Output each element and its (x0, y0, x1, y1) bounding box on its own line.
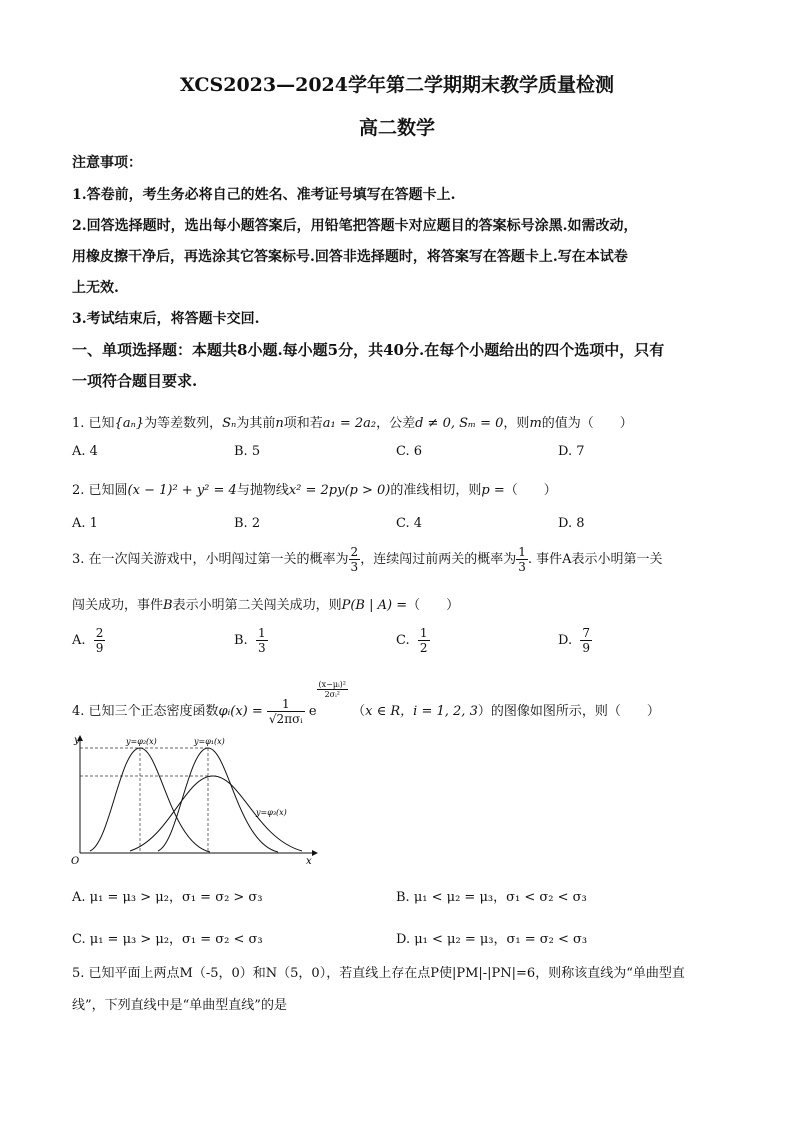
notice-item-3: 3.考试结束后，将答题卡交回. (72, 311, 260, 327)
q4-option-c: C. μ₁ = μ₃ > μ₂，σ₁ = σ₂ < σ₃ (72, 932, 263, 947)
x-axis-label: x (306, 856, 312, 865)
q1-option-c: C. 6 (396, 444, 423, 459)
section1-line2: 一项符合题目要求. (72, 372, 198, 390)
curve-phi2 (90, 748, 210, 852)
y-axis-label: y (74, 735, 80, 746)
q3-option-a: A. $\frac{2}{9}$ (72, 626, 104, 655)
notice-item-2-line3: 上无效. (72, 280, 119, 296)
curve-phi1-label: y=φ₁(x) (194, 737, 225, 746)
question-5-line1: 5. 已知平面上两点M（-5，0）和N（5，0），若直线上存在点P使|PM|-|PN|=6，则称该直线为“单曲型直 (72, 966, 685, 981)
x-axis-arrow (312, 850, 318, 856)
question-3-line2: 闯关成功，事件B表示小明第二关闯关成功，则P(B | A) =（ ） (72, 598, 460, 613)
question-5-line2: 线”，下列直线中是“单曲型直线”的是 (72, 998, 287, 1013)
q4-option-a: A. μ₁ = μ₃ > μ₂，σ₁ = σ₂ > σ₃ (72, 890, 263, 905)
notice-heading: 注意事项： (72, 155, 142, 171)
exam-title: XCS2023—2024学年第二学期期末教学质量检测 (179, 74, 614, 96)
q2-option-c: C. 4 (396, 516, 423, 531)
question-2: 2. 已知圆(x − 1)² + y² = 4与抛物线x² = 2py(p > 0)的准线相切，则p =（ ） (72, 483, 557, 498)
notice-item-2-line1: 2.回答选择题时，选出每小题答案后，用铅笔把答题卡对应题目的答案标号涂黑.如需改动， (72, 218, 638, 234)
q4-option-b: B. μ₁ < μ₂ = μ₃，σ₁ < σ₂ < σ₃ (396, 890, 587, 905)
q3-option-b: B. $\frac{1}{3}$ (234, 626, 266, 655)
q1-option-b: B. 5 (234, 444, 261, 459)
curve-phi1 (158, 748, 278, 852)
exam-subtitle: 高二数学 (358, 117, 435, 139)
q2-option-b: B. 2 (234, 516, 261, 531)
normal-density-figure (70, 733, 320, 865)
question-1: 1. 已知{aₙ}为等差数列，Sₙ为其前n项和若a₁ = 2a₂，公差d ≠ 0, Sₘ = 0，则m的值为（ ） (72, 416, 633, 431)
q3-option-c: C. $\frac{1}{2}$ (396, 626, 428, 655)
curve-phi3-label: y=φ₃(x) (256, 808, 287, 817)
q3-option-d: D. $\frac{7}{9}$ (558, 626, 590, 655)
q1-option-d: D. 7 (558, 444, 585, 459)
curve-phi2-label: y=φ₂(x) (126, 737, 157, 746)
q2-option-d: D. 8 (558, 516, 585, 531)
notice-item-1: 1.答卷前，考生务必将自己的姓名、准考证号填写在答题卡上. (72, 187, 456, 203)
origin-label: O (71, 856, 80, 865)
q2-option-a: A. 1 (72, 516, 98, 531)
question-4: 4. 已知三个正态密度函数φᵢ(x) = $\frac{1}{\text{√2πσᵢ}}$ e $\frac{\text{(x−μᵢ)²}}{\text{2σᵢ²}}$ （x ∈ R，i = 1, 2, 3）的图像如图所示，则（ ） (72, 680, 660, 726)
q1-option-a: A. 4 (72, 444, 98, 459)
q4-option-d: D. μ₁ < μ₂ = μ₃，σ₁ = σ₂ < σ₃ (396, 932, 588, 947)
notice-item-2-line2: 用橡皮擦干净后，再选涂其它答案标号.回答非选择题时，将答案写在答题卡上.写在本试卷 (72, 249, 628, 265)
section1-line1: 一、单项选择题：本题共8小题.每小题5分，共40分.在每个小题给出的四个选项中，只有 (72, 341, 665, 359)
question-3-line1: 3. 在一次闯关游戏中，小明闯过第一关的概率为 $\frac{2}{3}$ ，连续闯过前两关的概率为 $\frac{1}{3}$ . 事件A表示小明第一关 (72, 545, 663, 574)
